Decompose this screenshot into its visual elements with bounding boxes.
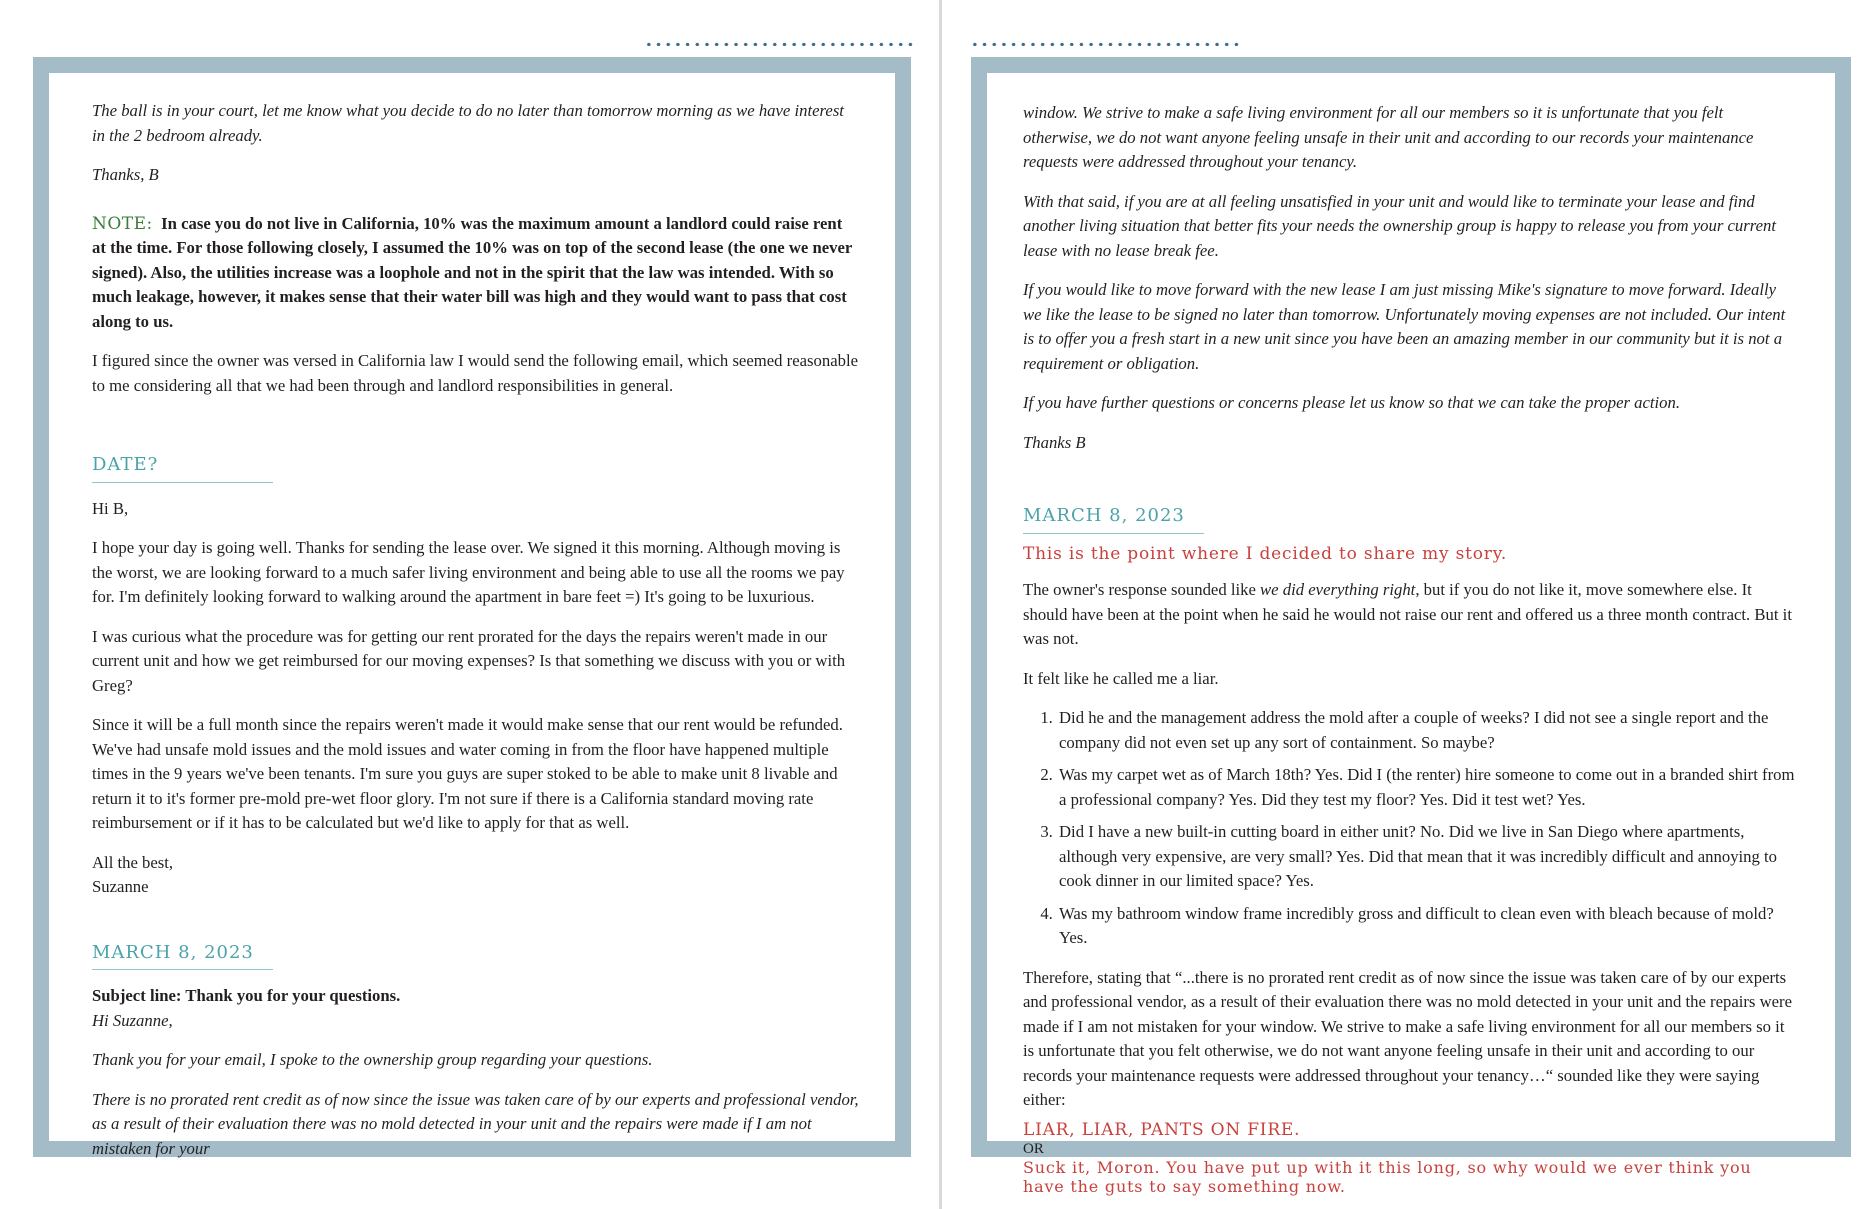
continued-paragraph-2: With that said, if you are at all feeling unsatisfied in your unit and would like to terminate your lease and find another living situation that better fits your needs the ownership group is happy to release you from your current lease with no lease break fee. xyxy=(1023,191,1777,260)
questions-list xyxy=(1023,706,1795,951)
left-page-content xyxy=(92,99,859,1176)
response-text-start: The owner's response sounded like xyxy=(1023,580,1261,599)
reply-paragraph-1: Thank you for your email, I spoke to the ownership group regarding your questions. xyxy=(92,1050,653,1069)
dot-border-right xyxy=(970,42,1240,46)
reply-paragraph-2: There is no prorated rent credit as of now since the issue was taken care of by our experts and professional vendor, as a result of their evaluation there was no mold detected in your unit and the repairs were made if I am not mistaken for your xyxy=(92,1089,859,1158)
greeting: Hi B, xyxy=(92,498,129,518)
response-text-end: , but if you do not like it, move somewhere else. It should have been at the point when he said he would not raise our rent and offered us a three month contract. But it was not. xyxy=(1023,580,1792,648)
list-item: 4. Was my bathroom window frame incredibly gross and difficult to clean even with bleach because of mold? Yes. xyxy=(1057,902,1795,951)
intro-line: The ball is in your court, let me know what you decide to do no later than tomorrow morning as we have interest in the 2 bedroom already. xyxy=(92,101,844,145)
hi-suzanne: Hi Suzanne, xyxy=(92,1010,173,1030)
march-heading-right: MARCH 8, 2023 xyxy=(1023,504,1204,534)
subject-line: Subject line: Thank you for your questions. xyxy=(92,986,401,1005)
page-divider xyxy=(939,0,942,1209)
date-heading: DATE? xyxy=(92,453,273,483)
left-page-frame xyxy=(33,57,911,1157)
or-text: OR xyxy=(1023,1140,1044,1157)
continued-paragraph-3: If you would like to move forward with the new lease I am just missing Mike's signature to move forward. Ideally we like the lease to be signed no later than tomorrow. Unfortunately moving expenses are not included. Our intent is to offer you a fresh start in a new unit since you have been an amazing member in our community but it is not a requirement or obligation. xyxy=(1023,280,1786,373)
story-line: This is the point where I decided to share my story. xyxy=(1023,543,1508,564)
right-page xyxy=(987,73,1835,1196)
note-text: In case you do not live in California, 10% was the maximum amount a landlord could raise rent at the time. For those following closely, I assumed the 10% was on top of the second lease (the one we never signed). Also, the utilities increase was a loophole and not in the spirit that the law was intended. With so much leakage, however, it makes sense that their water bill was high and they would want to pass that cost along to us. xyxy=(92,213,852,331)
list-item: 2. Was my carpet wet as of March 18th? Yes. Did I (the renter) hire someone to come out in a branded shirt from a professional company? Yes. Did they test my floor? Yes. Did it test wet? Yes. xyxy=(1057,763,1795,812)
note-label: NOTE: xyxy=(92,213,153,234)
continued-paragraph-4: If you have further questions or concerns please let us know so that we can take the proper action. xyxy=(1023,393,1681,412)
therefore-paragraph: Therefore, stating that “...there is no prorated rent credit as of now since the issue was taken care of by our experts and professional vendor, as a result of their evaluation there was no mold detected in your unit and the repairs were made if I am not mistaken for your window. We strive to make a safe living environment for all our members so it is unfortunate that you felt otherwise, we do not want anyone feeling unsafe in their unit and according to our records your maintenance requests were addressed throughout your tenancy…“ sounded like they were saying either: xyxy=(1023,967,1793,1109)
list-item: 1. Did he and the management address the mold after a couple of weeks? I did not see a single report and the company did not even set up any sort of containment. So maybe? xyxy=(1057,706,1795,755)
dot-border-left xyxy=(644,42,914,46)
closing-name: Suzanne xyxy=(92,877,149,896)
email-paragraph-1: I hope your day is going well. Thanks for sending the lease over. We signed it this morning. Although moving is the worst, we are looking forward to a much safer living environment and being able to use all the rooms we pay for. I'm definitely looking forward to walking around the apartment in bare feet =) It's going to be luxurious. xyxy=(92,538,845,606)
continued-paragraph-1: window. We strive to make a safe living environment for all our members so it is unfortunate that you felt otherwise, we do not want anyone feeling unsafe in their unit and according to our records your maintenance requests were addressed throughout your tenancy. xyxy=(1023,103,1754,171)
liar-line: It felt like he called me a liar. xyxy=(1023,668,1219,688)
liar-big-text: LIAR, LIAR, PANTS ON FIRE. xyxy=(1023,1119,1301,1140)
figured-paragraph: I figured since the owner was versed in California law I would send the following email, which seemed reasonable to me considering all that we had been through and landlord responsibilities in general. xyxy=(92,351,858,395)
left-page xyxy=(49,73,895,1158)
march-heading-left: MARCH 8, 2023 xyxy=(92,941,273,971)
owner-response-paragraph xyxy=(1023,578,1795,652)
subject-block xyxy=(92,984,859,1033)
right-page-frame xyxy=(971,57,1851,1196)
list-item: 3. Did I have a new built-in cutting board in either unit? No. Did we live in San Diego where apartments, although very expensive, are very small? Yes. Did that mean that it was incredibly difficult and annoying to cook dinner in our limited space? Yes. xyxy=(1057,820,1795,894)
response-emphasis: we did everything right xyxy=(1260,580,1416,599)
closing xyxy=(92,851,859,900)
intro-signoff: Thanks, B xyxy=(92,165,159,184)
email-paragraph-2: I was curious what the procedure was for getting our rent prorated for the days the repairs weren't made in our current unit and how we get reimbursed for our moving expenses? Is that something we discuss with you or with Greg? xyxy=(92,626,846,695)
right-page-content xyxy=(1023,101,1795,1196)
continued-signoff: Thanks B xyxy=(1023,432,1086,452)
email-paragraph-3: Since it will be a full month since the repairs weren't made it would make sense that our rent would be refunded. We've had unsafe mold issues and the mold issues and water coming in from the floor have happened multiple times in the 9 years we've been tenants. I'm sure you guys are super stoked to be able to make unit 8 livable and return it to it's former pre-mold pre-wet floor glory. I'm not sure if there is a California standard moving rate reimbursement or if it has to be calculated but we'd like to apply for that as well. xyxy=(92,715,843,832)
closing-line: All the best, xyxy=(92,852,174,872)
note-paragraph xyxy=(92,212,859,335)
suck-it-text: Suck it, Moron. You have put up with it this long, so why would we ever think you have the guts to say something now. xyxy=(1023,1157,1752,1196)
